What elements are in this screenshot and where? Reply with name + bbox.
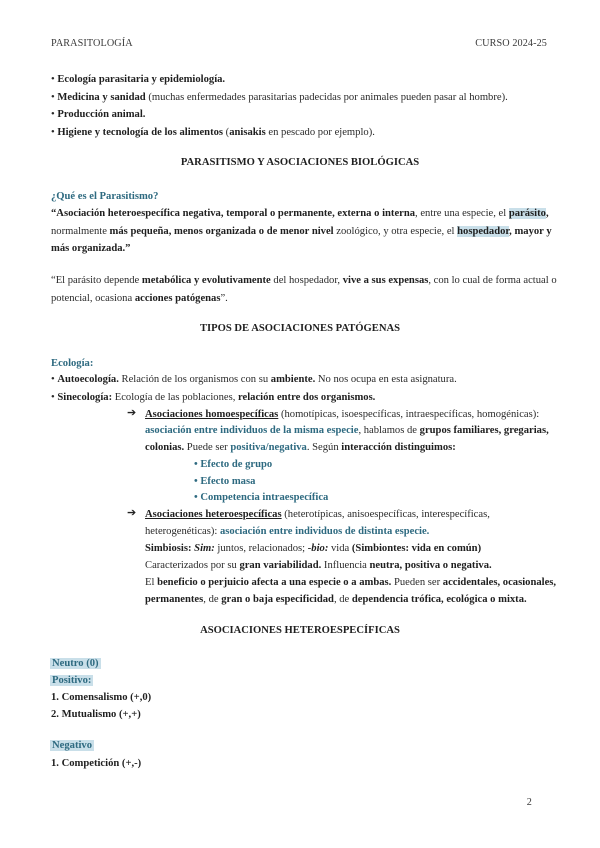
- bullet-item: • Ecología parasitaria y epidemiología.: [51, 74, 226, 85]
- tag-negativo: Negativo: [52, 740, 93, 751]
- list-item: 2. Mutualismo (+,+): [51, 709, 141, 720]
- definition-line: más organizada.”: [51, 243, 131, 254]
- section-title: ASOCIACIONES HETEROESPECÍFICAS: [200, 625, 400, 636]
- page-number: 2: [526, 797, 532, 808]
- hetero-line: El beneficio o perjuicio afecta a una especie o a ambas. Pueden ser accidentales, ocasionales,: [145, 577, 557, 588]
- homo-subitem: • Efecto de grupo: [194, 459, 273, 470]
- definition-line: “Asociación heteroespecífica negativa, temporal o permanente, externa o interna, entre una especie, el parásito,: [51, 208, 549, 219]
- header-right: CURSO 2024-25: [475, 38, 547, 49]
- hetero-line: Simbiosis: Sim: juntos, relacionados; -bio: vida (Simbiontes: vida en común): [145, 543, 482, 554]
- hetero-line: permanentes, de gran o baja especificidad, de dependencia trófica, ecológica o mixta.: [145, 594, 527, 605]
- bullet-item: • Higiene y tecnología de los alimentos (anisakis en pescado por ejemplo).: [51, 127, 375, 138]
- bullet-item: • Producción animal.: [51, 109, 146, 120]
- arrow-icon: ➔: [127, 507, 137, 519]
- hetero-line: heterogenéticas): asociación entre individuos de distinta especie.: [145, 526, 430, 537]
- section-title: TIPOS DE ASOCIACIONES PATÓGENAS: [199, 323, 401, 334]
- homo-line: colonias. Puede ser positiva/negativa. Según interacción distinguimos:: [145, 442, 456, 453]
- definition-line: normalmente más pequeña, menos organizada o de menor nivel zoológico, y otra especie, el hospedador, mayor y: [51, 226, 552, 237]
- subheading-ecologia: Ecología:: [51, 358, 94, 369]
- header-left: PARASITOLOGÍA: [51, 38, 133, 49]
- tag-positivo: Positivo:: [52, 675, 92, 686]
- bullet-item: • Autoecología. Relación de los organismos con su ambiente. No nos ocupa en esta asignatura.: [51, 374, 457, 385]
- homo-line: asociación entre individuos de la misma especie, hablamos de grupos familiares, gregarias,: [145, 425, 549, 436]
- homo-subitem: • Competencia intraespecífica: [194, 492, 329, 503]
- list-item: 1. Competición (+,-): [51, 758, 142, 769]
- paragraph-line: potencial, ocasiona acciones patógenas”.: [51, 293, 228, 304]
- homo-line: Asociaciones homoespecíficas (homotípicas, isoespecíficas, intraespecíficas, homogénicas):: [145, 409, 540, 420]
- paragraph-line: “El parásito depende metabólica y evolutivamente del hospedador, vive a sus expensas, con lo cual de forma actual o: [51, 275, 557, 286]
- arrow-icon: ➔: [127, 407, 137, 419]
- list-item: 1. Comensalismo (+,0): [51, 692, 152, 703]
- hetero-line: Asociaciones heteroespecíficas (heterotípicas, anisoespecíficas, interespecíficas,: [145, 509, 490, 520]
- hetero-line: Caracterizados por su gran variabilidad. Influencia neutra, positiva o negativa.: [145, 560, 492, 571]
- tag-neutro: Neutro (0): [52, 658, 99, 669]
- highlight-hospedador: hospedador: [457, 226, 510, 237]
- subheading-question: ¿Qué es el Parasitismo?: [51, 191, 159, 202]
- bullet-item: • Medicina y sanidad (muchas enfermedades parasitarias padecidas por animales pueden pasar al hombre).: [51, 92, 508, 103]
- section-title: PARASITISMO Y ASOCIACIONES BIOLÓGICAS: [180, 157, 420, 168]
- highlight-parasito: parásito: [508, 208, 546, 219]
- homo-subitem: • Efecto masa: [194, 476, 256, 487]
- bullet-item: • Sinecología: Ecología de las poblaciones, relación entre dos organismos.: [51, 392, 376, 403]
